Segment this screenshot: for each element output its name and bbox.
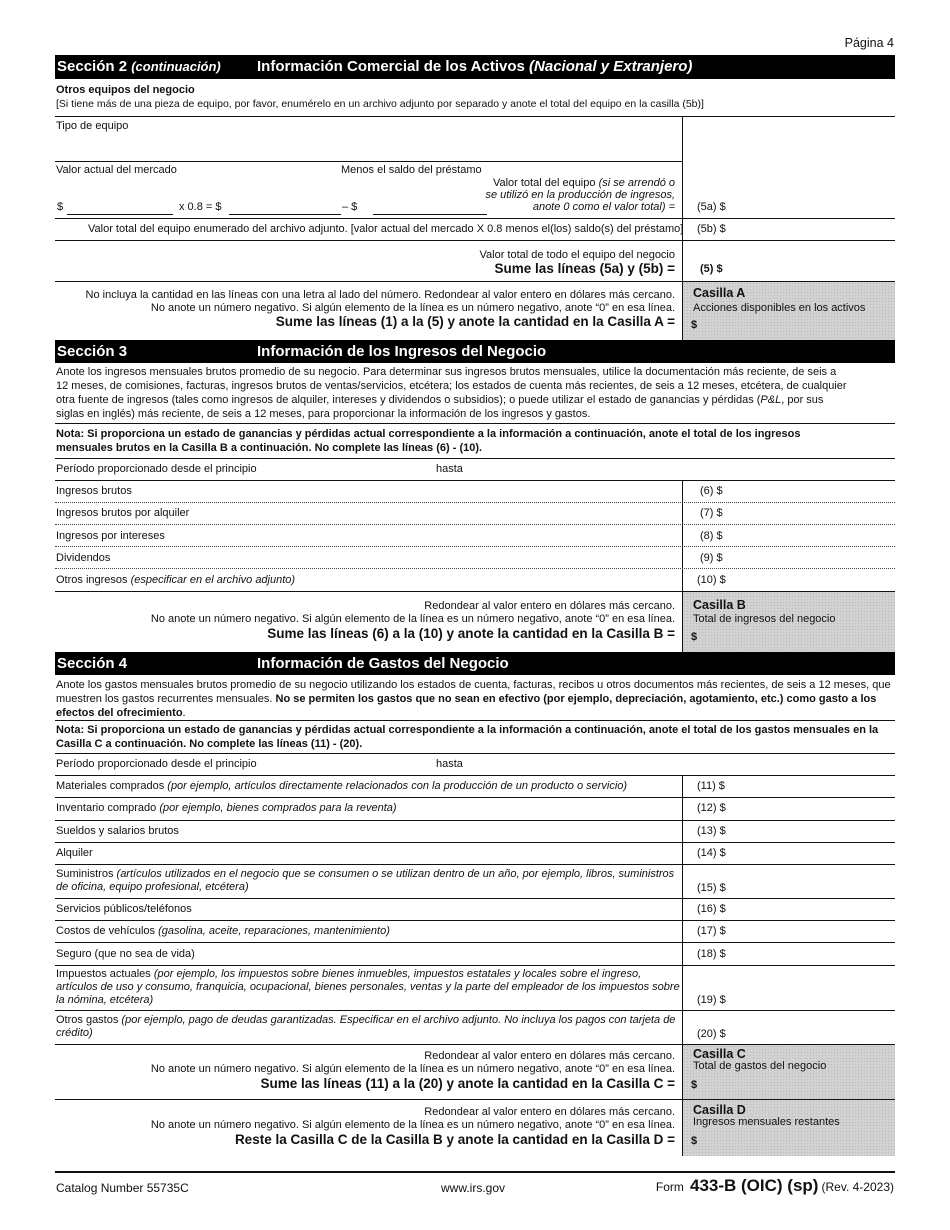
line-5-description: Valor total de todo el equipo del negocio [479,249,675,261]
box-b-subtitle: Total de ingresos del negocio [693,613,836,625]
line-14-label: (14) $ [697,847,726,859]
market-value-input[interactable] [68,199,172,213]
negative-note: No anote un número negativo. Si algún elemento de la línea es un número negativo, anote “0” en esa línea. [150,1063,675,1075]
expense-line-label-cont: la nómina, etcétera) [56,994,154,1006]
box-b-dollar: $ [691,631,698,643]
line-6-label: (6) $ [700,485,723,497]
line-8-label: (8) $ [700,530,723,542]
footer-rule [55,1171,895,1173]
line-8-input[interactable] [733,528,888,542]
line-17-label: (17) $ [697,925,726,937]
line-19-input[interactable] [733,992,888,1006]
equipment-type-label: Tipo de equipo [56,120,129,132]
box-b-title: Casilla B [693,598,746,612]
expense-line-label: Impuestos actuales (por ejemplo, los impuestos sobre bienes inmuebles, impuestos estatales y locales sobre el ingreso, [56,968,642,980]
expense-line-label-cont: de oficina, equipo profesional, etcétera) [56,881,249,893]
line-14-input[interactable] [733,845,888,859]
section-3-header [55,340,895,363]
website-link[interactable]: www.irs.gov [441,1181,506,1195]
divider [55,842,895,843]
income-line-label: Ingresos brutos [56,485,132,497]
divider [55,1010,895,1011]
loan-balance-label: Menos el saldo del préstamo [341,164,482,176]
divider [55,864,895,865]
line-12-label: (12) $ [697,802,726,814]
line-13-label: (13) $ [697,825,726,837]
section-title: Información de los Ingresos del Negocio [257,343,547,360]
box-a[interactable] [683,282,895,340]
line-17-input[interactable] [733,923,888,937]
expense-period-label: Período proporcionado desde el principio [56,758,257,770]
negative-note: No anote un número negativo. Si algún elemento de la línea es un número negativo, anote “0” en esa línea. [150,613,675,625]
divider [55,820,895,821]
line-16-label: (16) $ [697,903,726,915]
line-19-label: (19) $ [697,994,726,1006]
line-7-label: (7) $ [700,507,723,519]
line-5b-input[interactable] [733,221,888,235]
expense-line-label: Alquiler [56,847,93,859]
line-18-label: (18) $ [697,948,726,960]
line-15-label: (15) $ [697,882,726,894]
line-5-label: (5) $ [700,263,723,275]
section-4-note: Nota: Si proporciona un estado de ganancias y pérdidas actual correspondiente a la información a continuación, anote el total de los gastos mensuales en la Casilla C a continuación. No complete las líneas (11) - (20). [56,724,879,750]
divider [55,720,895,721]
income-period-label: Período proporcionado desde el principio [56,463,257,475]
section-title: Información de Gastos del Negocio [257,655,509,672]
divider [55,161,682,162]
expense-line-label: Inventario comprado (por ejemplo, bienes comprados para la reventa) [56,802,397,814]
expense-line-label-cont: crédito) [56,1027,93,1039]
expense-line-label: Costos de vehículos (gasolina, aceite, reparaciones, mantenimiento) [56,925,390,937]
income-period-start-input[interactable] [262,461,430,475]
box-a-title: Casilla A [693,286,746,300]
total-equipment-label-1: Valor total del equipo (si se arrendó o [492,177,675,189]
box-a-subtitle: Acciones disponibles en los activos [693,302,866,314]
box-d-subtitle: Ingresos mensuales restantes [693,1116,840,1128]
expense-line-label-cont: artículos de uso y consumo, franquicia, ocupacional, bienes personales, ventas y la parte del empleador de los impuestos sobre [56,981,680,993]
section-number: Sección 4 [57,655,128,672]
expense-line-label: Otros gastos (por ejemplo, pago de deudas garantizadas. Especificar en el archivo adjunto. No incluya los pagos con tarjeta de [56,1014,676,1026]
section-title: Información Comercial de los Activos [257,58,525,75]
income-line-label: Dividendos [56,552,111,564]
expense-line-label: Sueldos y salarios brutos [56,825,179,837]
line-11-label: (11) $ [697,780,725,792]
box-d-dollar: $ [691,1135,698,1147]
divider [55,524,895,525]
subhead-other-equipment: Otros equipos del negocio [56,84,195,96]
line-10-label: (10) $ [697,574,726,586]
section-4-instructions: Anote los gastos mensuales brutos promedio de su negocio utilizando los estados de cuenta, facturas, recibos u otros documentos más recientes, de seis a 12 meses, que muestren los gastos recurrentes mensuales. No se permiten los gastos que no sean en efectivo (por ejemplo, depreciación, agotamiento, etc.) como gasto a los efectos del ofrecimiento. [56,679,891,719]
round-note: Redondear al valor entero en dólares más cercano. [424,1106,675,1118]
round-note: Redondear al valor entero en dólares más cercano. [424,600,675,612]
divider [55,775,895,776]
divider [55,480,895,481]
underline [373,214,487,215]
section-2-header [55,55,895,79]
line-18-input[interactable] [733,946,888,960]
line-5b-label: (5b) $ [697,223,726,235]
divider [55,458,895,459]
line-7-input[interactable] [733,505,888,519]
income-period-hasta: hasta [436,463,463,475]
income-line-label: Otros ingresos (especificar en el archivo adjunto) [56,574,296,586]
section-number: Sección 2 [57,58,128,75]
section-continuation: (continuación) [131,59,221,74]
line-12-input[interactable] [733,800,888,814]
divider [55,942,895,943]
box-a-dollar: $ [691,319,698,331]
catalog-number: Catalog Number 55735C [56,1181,189,1195]
line-20-label: (20) $ [697,1028,726,1040]
adjusted-value-input[interactable] [230,199,340,213]
box-c-dollar: $ [691,1079,698,1091]
box-d[interactable] [683,1100,895,1156]
expense-line-label: Materiales comprados (por ejemplo, artículos directamente relacionados con la producción de un producto o servicio) [56,780,628,792]
divider [55,116,895,117]
expense-line-label: Servicios públicos/teléfonos [56,903,192,915]
line-16-input[interactable] [733,901,888,915]
box-d-sum-instruction: Reste la Casilla C de la Casilla B y anote la cantidad en la Casilla D = [234,1132,675,1147]
expense-line-label: Seguro (que no sea de vida) [56,948,195,960]
divider [55,797,895,798]
underline [229,214,341,215]
box-b-sum-instruction: Sume las líneas (6) a la (10) y anote la cantidad en la Casilla B = [267,626,675,641]
expense-period-start-input[interactable] [262,756,430,770]
line-5-input[interactable] [733,261,888,275]
expense-period-hasta: hasta [436,758,463,770]
section-3-instructions: Anote los ingresos mensuales brutos promedio de su negocio. Para determinar sus ingresos brutos mensuales, utilice la documentación más reciente, de seis a 12 meses, de comisiones, facturas, ingresos brutos de ventas/servicios, etcétera; los estados de cuenta más recientes, de seis a 12 meses, etcétera, de cualquier otra fuente de ingresos (tales como ingresos de alquiler, intereses y dividendos o subsidios); o puede utilizar el estado de ganancias y pérdidas (P&L, por sus siglas en inglés) más reciente, de seis a 12 meses, para proporcionar la información de los ingresos y gastos. [56,366,847,420]
page-number: Página 4 [844,36,894,50]
box-c-sum-instruction: Sume las líneas (11) a la (20) y anote la cantidad en la Casilla C = [260,1076,675,1091]
divider [55,965,895,966]
underline [67,214,173,215]
line-6-input[interactable] [733,483,888,497]
divider [55,240,895,241]
line-5a-input[interactable] [733,199,888,213]
line-13-input[interactable] [733,823,888,837]
form-id: Form 433-B (OIC) (sp) (Rev. 4-2023) [655,1176,894,1195]
section-4-header [55,652,895,675]
box-c-subtitle: Total de gastos del negocio [693,1060,827,1072]
line-5b-text: Valor total del equipo enumerado del archivo adjunto. [valor actual del mercado X 0.8 menos el(los) saldo(s) del préstamo] [88,223,684,235]
factor-label: x 0.8 = $ [179,201,222,213]
note-no-lettered-lines: No incluya la cantidad en las líneas con una letra al lado del número. Redondear al valor entero en dólares más cercano. [85,289,675,301]
loan-balance-input[interactable] [374,199,486,213]
section-3-note: Nota: Si proporciona un estado de ganancias y pérdidas actual correspondiente a la información a continuación, anote el total de los ingresos mensuales brutos en la Casilla B a continuación. No complete las líneas (6) - (10). [56,428,801,454]
expense-period-end-input[interactable] [470,756,670,770]
line-9-input[interactable] [733,550,888,564]
box-c[interactable] [683,1045,895,1099]
divider [55,753,895,754]
line-20-input[interactable] [733,1026,888,1040]
box-d-title: Casilla D [693,1103,746,1117]
line-10-input[interactable] [733,572,888,586]
section-title-qualifier: (Nacional y Extranjero) [529,58,693,75]
equipment-type-input[interactable] [56,134,676,158]
income-line-label: Ingresos por intereses [56,530,165,542]
market-value-label: Valor actual del mercado [56,164,177,176]
section-number: Sección 3 [57,343,128,360]
equipment-instructions: [Si tiene más de una pieza de equipo, por favor, enumérelo en un archivo adjunto por separado y anote el total del equipo en la casilla (5b)] [56,98,704,110]
box-c-title: Casilla C [693,1047,746,1061]
dollar-sign: $ [57,201,64,213]
line-5-sum-instruction: Sume las líneas (5a) y (5b) = [494,261,675,276]
divider [55,502,895,503]
note-no-negative: No anote un número negativo. Si algún elemento de la línea es un número negativo, anote “0” en esa línea. [150,302,675,314]
total-equipment-label-3: anote 0 como el valor total) = [532,201,675,213]
divider [55,898,895,899]
minus-label: – $ [342,201,358,213]
box-b[interactable] [683,592,895,652]
line-11-input[interactable] [733,778,888,792]
income-period-end-input[interactable] [470,461,670,475]
total-equipment-label-2: se utilizó en la producción de ingresos, [485,189,675,201]
divider [55,218,895,219]
line-15-input[interactable] [733,880,888,894]
divider [55,546,895,547]
income-line-label: Ingresos brutos por alquiler [56,507,190,519]
negative-note: No anote un número negativo. Si algún elemento de la línea es un número negativo, anote “0” en esa línea. [150,1119,675,1131]
round-note: Redondear al valor entero en dólares más cercano. [424,1050,675,1062]
line-5a-label: (5a) $ [697,201,726,213]
divider [55,920,895,921]
divider [55,423,895,424]
divider [55,568,895,569]
line-9-label: (9) $ [700,552,723,564]
expense-line-label: Suministros (artículos utilizados en el negocio que se consumen o se utilizan dentro de un año, por ejemplo, libros, suministros [56,868,675,880]
box-a-sum-instruction: Sume las líneas (1) a la (5) y anote la cantidad en la Casilla A = [275,314,675,329]
